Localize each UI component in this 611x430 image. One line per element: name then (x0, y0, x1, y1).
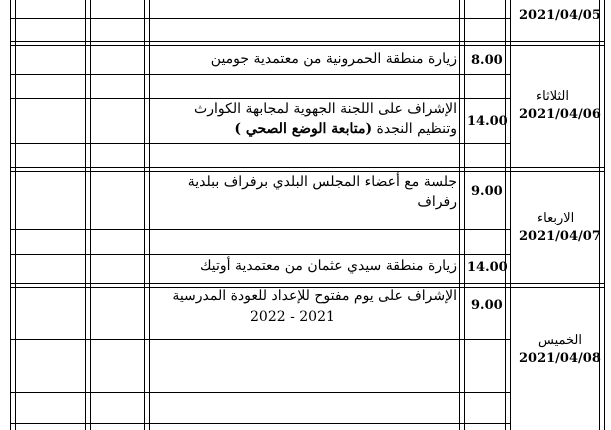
activity-text: 2022 - 2021 (250, 309, 335, 325)
activity-text-bold: (متابعة الوضع الصحي ) (234, 121, 373, 137)
activity-text: زيارة منطقة سيدي عثمان من معتمدية أوتيك (199, 258, 457, 274)
grid-line (604, 0, 605, 430)
sub-row-line (10, 143, 510, 144)
row-divider (10, 45, 605, 46)
grid-line (90, 0, 91, 430)
row-divider (10, 41, 605, 42)
activity-text: زيارة منطقة الحمرونية من معتمدية جومين (210, 51, 457, 67)
day-name: الثلاثاء (536, 89, 569, 104)
day-date: 2021/04/05 (519, 8, 601, 23)
grid-line (505, 0, 506, 430)
grid-line (85, 0, 86, 430)
grid-line (464, 0, 465, 430)
sub-row-line (10, 18, 510, 19)
day-name: الاربعاء (537, 211, 575, 226)
activity-text: الإشراف على اللجنة الجهوية لمجابهة الكوارث (194, 101, 457, 117)
grid-line (15, 0, 16, 430)
day-date: 2021/04/07 (519, 229, 601, 244)
activity-text: جلسة مع أعضاء المجلس البلدي برفراف ببلدية (187, 174, 457, 190)
sub-row-line (10, 98, 510, 99)
slot-time: 14.00 (467, 260, 508, 275)
day-name: الخميس (538, 333, 582, 348)
slot-time: 8.00 (471, 53, 503, 68)
sub-row-line (10, 229, 510, 230)
day-date: 2021/04/08 (519, 351, 601, 366)
sub-row-line (10, 339, 510, 340)
sub-row-line (10, 423, 510, 424)
grid-line (10, 0, 11, 430)
grid-line (510, 0, 511, 430)
sub-row-line (10, 392, 510, 393)
activity-text: رفراف (417, 194, 457, 210)
day-date: 2021/04/06 (519, 107, 601, 122)
slot-time: 14.00 (467, 114, 508, 129)
slot-time: 9.00 (471, 184, 503, 199)
activity-text-part: وتنظيم النجدة (376, 121, 457, 137)
grid-line (149, 0, 150, 430)
sub-row-line (10, 254, 510, 255)
grid-line (144, 0, 145, 430)
row-divider (10, 283, 605, 284)
slot-time: 9.00 (471, 298, 503, 313)
row-divider (10, 167, 605, 168)
row-divider (10, 171, 605, 172)
activity-text: الإشراف على يوم مفتوح للإعداد للعودة المدرسية (172, 288, 457, 304)
activity-text (234, 121, 457, 137)
grid-line (459, 0, 460, 430)
sub-row-line (10, 74, 510, 75)
